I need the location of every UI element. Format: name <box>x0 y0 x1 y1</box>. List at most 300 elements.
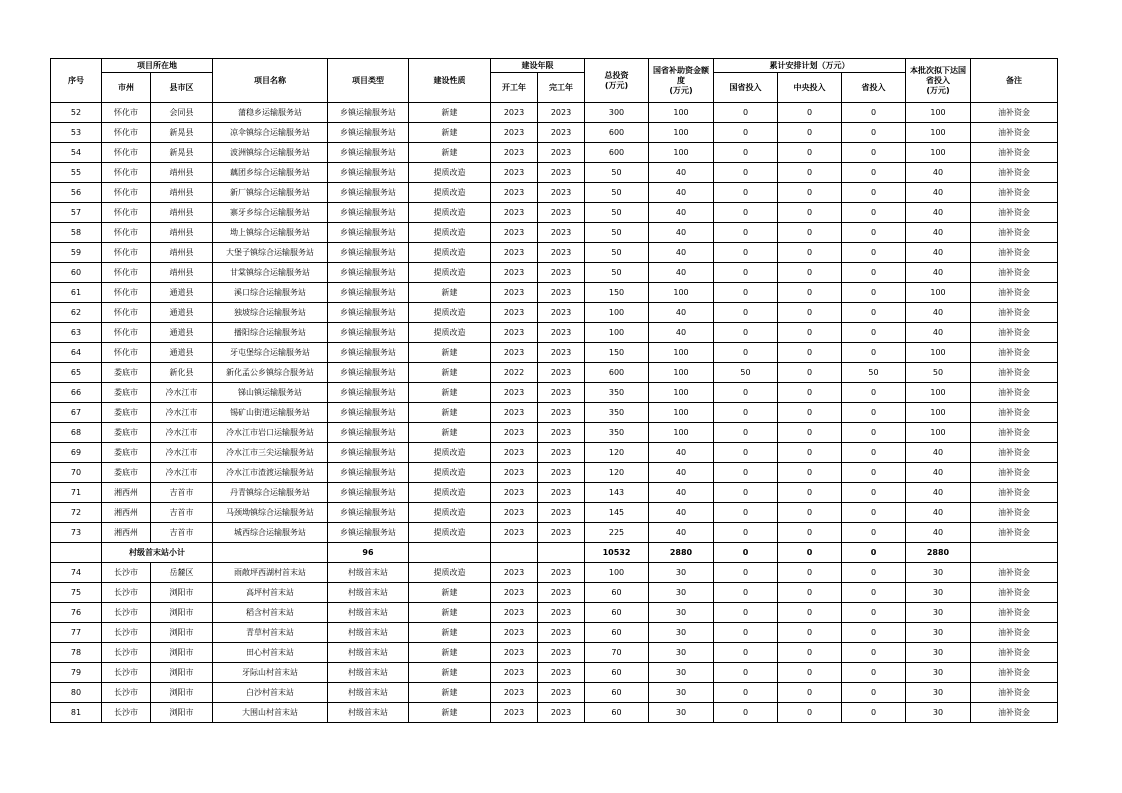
cell-county: 吉首市 <box>151 503 213 523</box>
header-construction-nature: 建设性质 <box>409 59 491 103</box>
table-header <box>51 59 1058 103</box>
cell-end-year: 2023 <box>538 243 585 263</box>
cell-batch-allocation: 40 <box>906 243 971 263</box>
header-subsidy: 国省补助资金额 度 (万元) <box>649 59 714 103</box>
cell-plan-central: 0 <box>778 183 842 203</box>
cell-plan-national-provincial: 0 <box>714 323 778 343</box>
cell-total-investment: 50 <box>585 223 649 243</box>
cell-county: 浏阳市 <box>151 623 213 643</box>
cell-subsidy: 30 <box>649 623 714 643</box>
cell-city: 娄底市 <box>102 463 151 483</box>
cell-seq: 64 <box>51 343 102 363</box>
cell-start-year: 2023 <box>491 603 538 623</box>
table-row <box>51 403 1058 423</box>
cell-total-investment: 100 <box>585 323 649 343</box>
cell-construction-nature: 提质改造 <box>409 183 491 203</box>
cell-total-investment: 350 <box>585 383 649 403</box>
cell-seq: 60 <box>51 263 102 283</box>
cell-subsidy: 30 <box>649 703 714 723</box>
cell-city: 长沙市 <box>102 623 151 643</box>
cell-remark: 油补资金 <box>971 703 1058 723</box>
cell-remark: 油补资金 <box>971 183 1058 203</box>
table-row <box>51 163 1058 183</box>
subtotal-remark-cell <box>971 543 1058 563</box>
cell-county: 吉首市 <box>151 523 213 543</box>
cell-plan-provincial: 0 <box>842 343 906 363</box>
subtotal-end-cell <box>538 543 585 563</box>
cell-plan-central: 0 <box>778 363 842 383</box>
cell-plan-provincial: 0 <box>842 143 906 163</box>
cell-batch-allocation: 30 <box>906 623 971 643</box>
cell-start-year: 2023 <box>491 683 538 703</box>
cell-remark: 油补资金 <box>971 343 1058 363</box>
cell-end-year: 2023 <box>538 603 585 623</box>
table-row <box>51 423 1058 443</box>
cell-total-investment: 120 <box>585 463 649 483</box>
cell-project-type: 乡镇运输服务站 <box>328 163 409 183</box>
cell-construction-nature: 新建 <box>409 703 491 723</box>
cell-batch-allocation: 40 <box>906 503 971 523</box>
cell-batch-allocation: 40 <box>906 223 971 243</box>
cell-start-year: 2023 <box>491 103 538 123</box>
cell-seq: 53 <box>51 123 102 143</box>
cell-county: 浏阳市 <box>151 663 213 683</box>
cell-subsidy: 30 <box>649 603 714 623</box>
cell-county: 靖州县 <box>151 263 213 283</box>
cell-construction-nature: 提质改造 <box>409 523 491 543</box>
cell-total-investment: 60 <box>585 663 649 683</box>
cell-county: 冷水江市 <box>151 403 213 423</box>
cell-subsidy: 40 <box>649 263 714 283</box>
table-row <box>51 183 1058 203</box>
cell-subsidy: 40 <box>649 523 714 543</box>
cell-plan-central: 0 <box>778 303 842 323</box>
cell-plan-central: 0 <box>778 483 842 503</box>
cell-project-type: 乡镇运输服务站 <box>328 123 409 143</box>
cell-total-investment: 50 <box>585 263 649 283</box>
cell-batch-allocation: 40 <box>906 483 971 503</box>
cell-project-name: 青草村首末站 <box>213 623 328 643</box>
cell-plan-central: 0 <box>778 683 842 703</box>
cell-remark: 油补资金 <box>971 583 1058 603</box>
cell-remark: 油补资金 <box>971 423 1058 443</box>
cell-construction-nature: 新建 <box>409 423 491 443</box>
cell-project-type: 村级首末站 <box>328 583 409 603</box>
table-row <box>51 603 1058 623</box>
cell-seq: 68 <box>51 423 102 443</box>
cell-end-year: 2023 <box>538 503 585 523</box>
cell-plan-central: 0 <box>778 583 842 603</box>
cell-plan-central: 0 <box>778 703 842 723</box>
cell-project-type: 乡镇运输服务站 <box>328 463 409 483</box>
cell-plan-provincial: 0 <box>842 123 906 143</box>
cell-start-year: 2023 <box>491 643 538 663</box>
cell-city: 怀化市 <box>102 343 151 363</box>
cell-city: 湘西州 <box>102 503 151 523</box>
cell-end-year: 2023 <box>538 703 585 723</box>
cell-county: 靖州县 <box>151 183 213 203</box>
subtotal-count: 96 <box>328 543 409 563</box>
cell-construction-nature: 提质改造 <box>409 303 491 323</box>
cell-total-investment: 60 <box>585 603 649 623</box>
table-row <box>51 583 1058 603</box>
cell-subsidy: 40 <box>649 223 714 243</box>
cell-city: 怀化市 <box>102 303 151 323</box>
cell-city: 怀化市 <box>102 323 151 343</box>
cell-plan-national-provincial: 0 <box>714 263 778 283</box>
cell-project-name: 稻含村首末站 <box>213 603 328 623</box>
cell-batch-allocation: 30 <box>906 563 971 583</box>
cell-project-name: 高坪村首末站 <box>213 583 328 603</box>
cell-project-type: 村级首末站 <box>328 643 409 663</box>
cell-batch-allocation: 40 <box>906 443 971 463</box>
cell-plan-central: 0 <box>778 403 842 423</box>
table-row <box>51 203 1058 223</box>
cell-plan-central: 0 <box>778 443 842 463</box>
cell-construction-nature: 新建 <box>409 683 491 703</box>
cell-plan-national-provincial: 0 <box>714 643 778 663</box>
cell-seq: 75 <box>51 583 102 603</box>
header-batch-allocation: 本批次拟下达国 省投入 (万元) <box>906 59 971 103</box>
cell-project-name: 溪口综合运输服务站 <box>213 283 328 303</box>
cell-end-year: 2023 <box>538 643 585 663</box>
cell-plan-central: 0 <box>778 423 842 443</box>
cell-seq: 66 <box>51 383 102 403</box>
cell-project-name: 雨敞坪西湖村首末站 <box>213 563 328 583</box>
cell-construction-nature: 新建 <box>409 583 491 603</box>
cell-subsidy: 30 <box>649 663 714 683</box>
cell-start-year: 2023 <box>491 423 538 443</box>
cell-project-name: 白沙村首末站 <box>213 683 328 703</box>
subtotal-row <box>51 543 1058 563</box>
cell-city: 长沙市 <box>102 583 151 603</box>
cell-project-name: 城西综合运输服务站 <box>213 523 328 543</box>
cell-subsidy: 40 <box>649 483 714 503</box>
cell-total-investment: 50 <box>585 243 649 263</box>
table-row <box>51 283 1058 303</box>
cell-batch-allocation: 40 <box>906 263 971 283</box>
cell-project-type: 乡镇运输服务站 <box>328 143 409 163</box>
cell-subsidy: 100 <box>649 103 714 123</box>
cell-seq: 63 <box>51 323 102 343</box>
cell-remark: 油补资金 <box>971 443 1058 463</box>
cell-total-investment: 150 <box>585 343 649 363</box>
cell-subsidy: 100 <box>649 343 714 363</box>
cell-plan-national-provincial: 0 <box>714 303 778 323</box>
cell-plan-central: 0 <box>778 563 842 583</box>
table-row <box>51 383 1058 403</box>
cell-end-year: 2023 <box>538 383 585 403</box>
cell-project-name: 冷水江市渣渡运输服务站 <box>213 463 328 483</box>
cell-project-name: 冷水江市三尖运输服务站 <box>213 443 328 463</box>
table-row <box>51 463 1058 483</box>
cell-seq: 56 <box>51 183 102 203</box>
cell-subsidy: 100 <box>649 403 714 423</box>
cell-remark: 油补资金 <box>971 663 1058 683</box>
cell-end-year: 2023 <box>538 683 585 703</box>
table-body-township <box>51 103 1058 543</box>
cell-plan-central: 0 <box>778 283 842 303</box>
cell-plan-national-provincial: 0 <box>714 243 778 263</box>
cell-seq: 70 <box>51 463 102 483</box>
cell-plan-provincial: 0 <box>842 183 906 203</box>
cell-subsidy: 30 <box>649 683 714 703</box>
cell-end-year: 2023 <box>538 403 585 423</box>
cell-start-year: 2023 <box>491 523 538 543</box>
cell-seq: 73 <box>51 523 102 543</box>
cell-plan-central: 0 <box>778 383 842 403</box>
cell-total-investment: 145 <box>585 503 649 523</box>
cell-project-type: 村级首末站 <box>328 683 409 703</box>
cell-remark: 油补资金 <box>971 123 1058 143</box>
cell-plan-provincial: 0 <box>842 643 906 663</box>
table-row <box>51 143 1058 163</box>
cell-project-type: 村级首末站 <box>328 663 409 683</box>
cell-batch-allocation: 100 <box>906 143 971 163</box>
cell-project-type: 村级首末站 <box>328 603 409 623</box>
cell-seq: 62 <box>51 303 102 323</box>
cell-remark: 油补资金 <box>971 203 1058 223</box>
cell-seq: 67 <box>51 403 102 423</box>
table-row <box>51 123 1058 143</box>
cell-county: 浏阳市 <box>151 643 213 663</box>
cell-start-year: 2023 <box>491 563 538 583</box>
cell-start-year: 2023 <box>491 703 538 723</box>
cell-remark: 油补资金 <box>971 243 1058 263</box>
header-plan-central: 中央投入 <box>778 73 842 103</box>
cell-end-year: 2023 <box>538 343 585 363</box>
cell-project-type: 乡镇运输服务站 <box>328 283 409 303</box>
cell-total-investment: 100 <box>585 303 649 323</box>
cell-start-year: 2023 <box>491 343 538 363</box>
cell-remark: 油补资金 <box>971 563 1058 583</box>
cell-batch-allocation: 40 <box>906 163 971 183</box>
cell-total-investment: 600 <box>585 123 649 143</box>
table-row <box>51 323 1058 343</box>
cell-project-type: 乡镇运输服务站 <box>328 183 409 203</box>
header-county: 县市区 <box>151 73 213 103</box>
table-row <box>51 103 1058 123</box>
cell-subsidy: 100 <box>649 383 714 403</box>
cell-plan-national-provincial: 0 <box>714 683 778 703</box>
cell-remark: 油补资金 <box>971 303 1058 323</box>
cell-plan-national-provincial: 0 <box>714 623 778 643</box>
cell-plan-central: 0 <box>778 503 842 523</box>
cell-project-type: 乡镇运输服务站 <box>328 223 409 243</box>
cell-construction-nature: 提质改造 <box>409 443 491 463</box>
cell-batch-allocation: 100 <box>906 343 971 363</box>
cell-plan-central: 0 <box>778 263 842 283</box>
cell-plan-provincial: 0 <box>842 583 906 603</box>
cell-county: 通道县 <box>151 303 213 323</box>
cell-plan-provincial: 0 <box>842 403 906 423</box>
cell-start-year: 2022 <box>491 363 538 383</box>
cell-city: 长沙市 <box>102 603 151 623</box>
cell-plan-provincial: 0 <box>842 423 906 443</box>
cell-remark: 油补资金 <box>971 163 1058 183</box>
cell-project-name: 新化孟公乡镇综合服务站 <box>213 363 328 383</box>
cell-total-investment: 143 <box>585 483 649 503</box>
cell-plan-national-provincial: 0 <box>714 163 778 183</box>
cell-project-type: 乡镇运输服务站 <box>328 263 409 283</box>
cell-plan-central: 0 <box>778 623 842 643</box>
project-table-sheet <box>50 58 1057 723</box>
cell-city: 怀化市 <box>102 123 151 143</box>
cell-seq: 55 <box>51 163 102 183</box>
cell-subsidy: 40 <box>649 243 714 263</box>
table-row <box>51 663 1058 683</box>
cell-total-investment: 50 <box>585 203 649 223</box>
cell-start-year: 2023 <box>491 623 538 643</box>
cell-project-name: 甘棠镇综合运输服务站 <box>213 263 328 283</box>
cell-county: 冷水江市 <box>151 383 213 403</box>
cell-batch-allocation: 30 <box>906 603 971 623</box>
cell-city: 怀化市 <box>102 243 151 263</box>
cell-plan-central: 0 <box>778 203 842 223</box>
cell-plan-central: 0 <box>778 163 842 183</box>
cell-end-year: 2023 <box>538 463 585 483</box>
cell-subsidy: 40 <box>649 203 714 223</box>
cell-subsidy: 40 <box>649 503 714 523</box>
cell-total-investment: 60 <box>585 583 649 603</box>
cell-county: 会同县 <box>151 103 213 123</box>
cell-plan-central: 0 <box>778 643 842 663</box>
cell-plan-provincial: 0 <box>842 683 906 703</box>
cell-seq: 58 <box>51 223 102 243</box>
cell-end-year: 2023 <box>538 103 585 123</box>
header-total-investment: 总投资 (万元) <box>585 59 649 103</box>
table-row <box>51 303 1058 323</box>
cell-project-type: 乡镇运输服务站 <box>328 363 409 383</box>
cell-plan-provincial: 0 <box>842 463 906 483</box>
cell-county: 新晃县 <box>151 123 213 143</box>
cell-remark: 油补资金 <box>971 503 1058 523</box>
cell-seq: 59 <box>51 243 102 263</box>
cell-end-year: 2023 <box>538 223 585 243</box>
cell-plan-national-provincial: 0 <box>714 123 778 143</box>
cell-end-year: 2023 <box>538 623 585 643</box>
cell-start-year: 2023 <box>491 583 538 603</box>
cell-project-type: 乡镇运输服务站 <box>328 343 409 363</box>
cell-plan-national-provincial: 0 <box>714 383 778 403</box>
cell-batch-allocation: 50 <box>906 363 971 383</box>
table-row <box>51 643 1058 663</box>
cell-remark: 油补资金 <box>971 323 1058 343</box>
cell-subsidy: 40 <box>649 443 714 463</box>
cell-plan-provincial: 0 <box>842 223 906 243</box>
cell-project-name: 牙屯堡综合运输服务站 <box>213 343 328 363</box>
cell-construction-nature: 新建 <box>409 623 491 643</box>
cell-start-year: 2023 <box>491 283 538 303</box>
cell-remark: 油补资金 <box>971 603 1058 623</box>
cell-batch-allocation: 30 <box>906 703 971 723</box>
cell-county: 冷水江市 <box>151 443 213 463</box>
table-row <box>51 223 1058 243</box>
cell-seq: 74 <box>51 563 102 583</box>
cell-plan-provincial: 0 <box>842 243 906 263</box>
cell-remark: 油补资金 <box>971 463 1058 483</box>
subtotal-batch: 2880 <box>906 543 971 563</box>
cell-construction-nature: 新建 <box>409 603 491 623</box>
cell-project-type: 乡镇运输服务站 <box>328 503 409 523</box>
cell-start-year: 2023 <box>491 203 538 223</box>
subtotal-start-cell <box>491 543 538 563</box>
cell-subsidy: 100 <box>649 143 714 163</box>
cell-start-year: 2023 <box>491 463 538 483</box>
cell-start-year: 2023 <box>491 263 538 283</box>
table-row <box>51 503 1058 523</box>
cell-county: 浏阳市 <box>151 583 213 603</box>
cell-batch-allocation: 40 <box>906 523 971 543</box>
cell-end-year: 2023 <box>538 663 585 683</box>
table-body-village <box>51 563 1058 723</box>
cell-county: 浏阳市 <box>151 703 213 723</box>
cell-city: 怀化市 <box>102 263 151 283</box>
cell-plan-national-provincial: 0 <box>714 523 778 543</box>
cell-total-investment: 50 <box>585 163 649 183</box>
cell-project-name: 锑山镇运输服务站 <box>213 383 328 403</box>
cell-total-investment: 300 <box>585 103 649 123</box>
cell-city: 长沙市 <box>102 663 151 683</box>
table-row <box>51 343 1058 363</box>
cell-batch-allocation: 30 <box>906 583 971 603</box>
cell-construction-nature: 新建 <box>409 403 491 423</box>
cell-city: 怀化市 <box>102 163 151 183</box>
cell-start-year: 2023 <box>491 503 538 523</box>
cell-project-name: 播阳综合运输服务站 <box>213 323 328 343</box>
cell-seq: 52 <box>51 103 102 123</box>
cell-project-type: 村级首末站 <box>328 703 409 723</box>
cell-city: 娄底市 <box>102 383 151 403</box>
cell-city: 长沙市 <box>102 563 151 583</box>
cell-batch-allocation: 30 <box>906 663 971 683</box>
cell-plan-central: 0 <box>778 343 842 363</box>
subtotal-subsidy: 2880 <box>649 543 714 563</box>
cell-plan-provincial: 0 <box>842 323 906 343</box>
cell-remark: 油补资金 <box>971 483 1058 503</box>
cell-plan-central: 0 <box>778 663 842 683</box>
cell-plan-provincial: 0 <box>842 263 906 283</box>
header-plan-national-provincial: 国省投入 <box>714 73 778 103</box>
cell-remark: 油补资金 <box>971 263 1058 283</box>
cell-project-type: 乡镇运输服务站 <box>328 483 409 503</box>
cell-end-year: 2023 <box>538 423 585 443</box>
table-row <box>51 363 1058 383</box>
cell-plan-provincial: 0 <box>842 563 906 583</box>
subtotal-provincial: 0 <box>842 543 906 563</box>
cell-plan-central: 0 <box>778 463 842 483</box>
cell-start-year: 2023 <box>491 663 538 683</box>
cell-construction-nature: 提质改造 <box>409 563 491 583</box>
table-row <box>51 483 1058 503</box>
cell-plan-central: 0 <box>778 143 842 163</box>
cell-end-year: 2023 <box>538 443 585 463</box>
cell-remark: 油补资金 <box>971 623 1058 643</box>
cell-plan-national-provincial: 0 <box>714 223 778 243</box>
header-seq: 序号 <box>51 59 102 103</box>
cell-project-type: 乡镇运输服务站 <box>328 523 409 543</box>
cell-county: 靖州县 <box>151 243 213 263</box>
cell-seq: 72 <box>51 503 102 523</box>
subtotal-name-cell <box>213 543 328 563</box>
cell-plan-national-provincial: 0 <box>714 403 778 423</box>
cell-county: 靖州县 <box>151 203 213 223</box>
cell-construction-nature: 新建 <box>409 123 491 143</box>
table-body-subtotal <box>51 543 1058 563</box>
cell-project-name: 寨牙乡综合运输服务站 <box>213 203 328 223</box>
cell-county: 岳麓区 <box>151 563 213 583</box>
cell-remark: 油补资金 <box>971 383 1058 403</box>
